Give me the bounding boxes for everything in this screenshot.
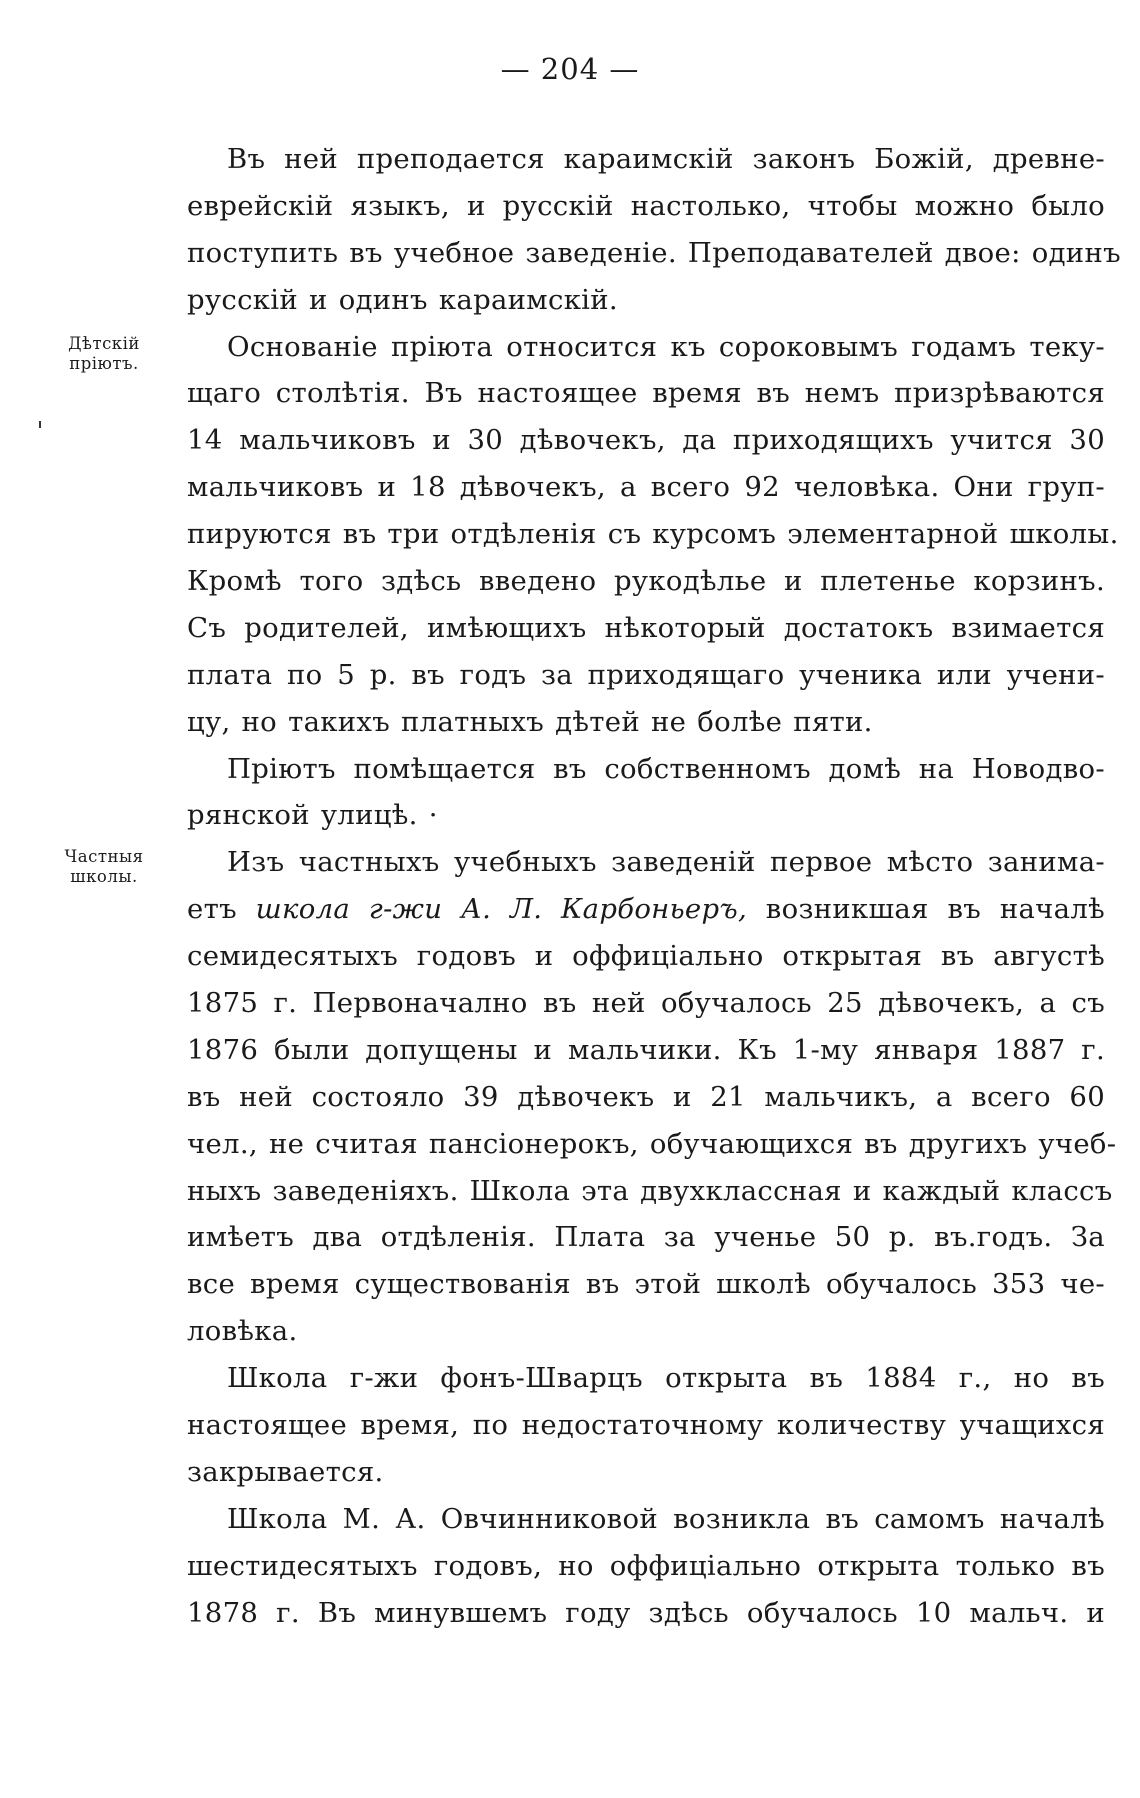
paragraph-karaite-school xyxy=(187,136,1121,324)
text-line: Кромѣ того здѣсь введено рукодѣлье и плетенье корзинъ. xyxy=(187,565,1105,598)
text-line: рянской улицѣ. · xyxy=(187,799,438,832)
text-line: Основаніе пріюта относится къ сороковымъ годамъ теку- xyxy=(227,330,1105,363)
text-line: 1875 г. Первоначално въ ней обучалось 25 дѣвочекъ, а съ xyxy=(187,987,1105,1020)
text-line: семидесятыхъ годовъ и оффиціально открытая въ августѣ xyxy=(187,940,1105,973)
text-fragment: етъ xyxy=(187,893,256,926)
page-number: — 204 — xyxy=(500,52,640,86)
text-line: настоящее время, по недостаточному количеству учащихся xyxy=(187,1409,1105,1442)
margin-note-line: пріютъ. xyxy=(69,354,139,373)
margin-note-orphanage xyxy=(48,334,160,374)
text-line: 1876 были допущены и мальчики. Къ 1-му января 1887 г. xyxy=(187,1033,1105,1066)
text-line: Школа М. А. Овчинниковой возникла въ самомъ началѣ xyxy=(227,1502,1105,1535)
paragraph-orphanage xyxy=(187,324,1119,746)
school-name-italic: школа г-жи А. Л. Карбоньеръ, xyxy=(255,893,748,926)
text-line: ловѣка. xyxy=(187,1315,298,1348)
text-line: поступить въ учебное заведеніе. Преподавателей двое: одинъ xyxy=(187,236,1121,269)
text-line: 1878 г. Въ минувшемъ году здѣсь обучалось 10 мальч. и xyxy=(187,1596,1105,1629)
paragraph-ovchinnikova-school xyxy=(187,1496,1105,1637)
margin-note-line: Частныя xyxy=(64,847,144,866)
paragraph-orphanage-location xyxy=(187,746,1105,840)
main-text xyxy=(187,136,1121,1637)
text-line: чел., не считая пансіонерокъ, обучающихся въ другихъ учеб- xyxy=(187,1127,1117,1160)
text-line: шестидесятыхъ годовъ, но оффиціально открыта только въ xyxy=(187,1549,1105,1582)
text-line: Въ ней преподается караимскій законъ Божій, древне- xyxy=(227,143,1105,175)
text-line: русскій и одинъ караимскій. xyxy=(187,283,618,316)
text-line: Пріютъ помѣщается въ собственномъ домѣ на Новодво- xyxy=(227,752,1105,785)
text-line: щаго столѣтія. Въ настоящее время въ немъ призрѣваются xyxy=(187,377,1105,410)
margin-note-private-schools xyxy=(48,847,160,887)
print-speck xyxy=(39,421,41,428)
text-line: пируются въ три отдѣленія съ курсомъ элементарной школы. xyxy=(187,518,1119,551)
margin-note-line: школы. xyxy=(70,867,138,886)
text-line: цу, но такихъ платныхъ дѣтей не болѣе пяти. xyxy=(187,705,873,738)
text-line: мальчиковъ и 18 дѣвочекъ, а всего 92 человѣка. Они груп- xyxy=(187,471,1105,504)
paragraph-private-schools xyxy=(187,839,1117,1355)
text-line: въ ней состояло 39 дѣвочекъ и 21 мальчикъ, а всего 60 xyxy=(187,1080,1105,1113)
text-line: имѣетъ два отдѣленія. Плата за ученье 50 р. въ.годъ. За xyxy=(187,1221,1105,1254)
text-line: ныхъ заведеніяхъ. Школа эта двухклассная и каждый классъ xyxy=(187,1174,1113,1207)
text-line: все время существованія въ этой школѣ обучалось 353 че- xyxy=(187,1268,1105,1301)
text-line: Съ родителей, имѣющихъ нѣкоторый достатокъ взимается xyxy=(187,611,1105,644)
text-line: 14 мальчиковъ и 30 дѣвочекъ, да приходящихъ учится 30 xyxy=(187,424,1105,457)
text-line: закрывается. xyxy=(187,1455,384,1488)
text-line: Школа г-жи фонъ-Шварцъ открыта въ 1884 г., но въ xyxy=(227,1362,1105,1395)
margin-note-line: Дѣтскій xyxy=(68,334,140,353)
text-fragment: возникшая въ началѣ xyxy=(747,893,1105,926)
text-line-with-italic xyxy=(187,886,1105,933)
text-line: плата по 5 р. въ годъ за приходящаго ученика или учени- xyxy=(187,658,1105,691)
text-line: еврейскій языкъ, и русскій настолько, чтобы можно было xyxy=(187,189,1105,222)
text-line: Изъ частныхъ учебныхъ заведеній первое мѣсто занима- xyxy=(227,846,1105,879)
paragraph-schwarz-school xyxy=(187,1355,1105,1496)
